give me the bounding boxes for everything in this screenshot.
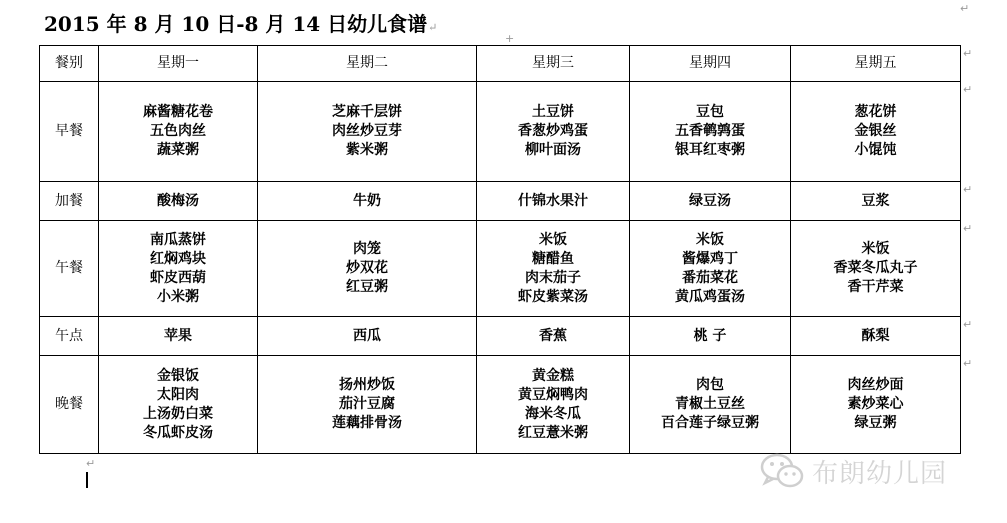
dish-item: 茄汁豆腐 — [339, 396, 395, 412]
meal-label-cell: 加餐 — [40, 182, 99, 221]
dish-item: 葱花饼 — [854, 104, 897, 120]
dish-item: 小馄饨 — [854, 142, 897, 158]
dish-item: 金银丝 — [854, 123, 897, 139]
dish-item: 上汤奶白菜 — [143, 405, 213, 422]
meal-row — [40, 82, 961, 182]
dish-item: 香干芹菜 — [847, 279, 904, 295]
dish-item: 黄金糕 — [532, 367, 574, 384]
dish-cell — [258, 317, 477, 356]
header-row — [40, 46, 961, 82]
dish-item: 海米冬瓜 — [525, 405, 581, 422]
dish-cell — [477, 221, 630, 317]
header-day-cell: 星期三 — [477, 46, 630, 82]
dish-item: 青椒土豆丝 — [675, 396, 745, 412]
dish-cell — [99, 356, 258, 454]
paragraph-mark: ↵ — [428, 21, 438, 34]
dish-item: 素炒菜心 — [847, 396, 904, 412]
dish-item: 苹果 — [164, 327, 192, 344]
dish-item: 炒双花 — [346, 260, 388, 276]
dish-item: 红豆薏米粥 — [518, 424, 588, 441]
dish-cell — [477, 82, 630, 182]
meal-row — [40, 182, 961, 221]
dish-cell — [477, 356, 630, 454]
dish-item: 糖醋鱼 — [532, 250, 574, 267]
dish-cell — [630, 221, 791, 317]
meal-row — [40, 221, 961, 317]
dish-cell — [630, 82, 791, 182]
dish-item: 莲藕排骨汤 — [332, 415, 402, 431]
dish-cell — [99, 221, 258, 317]
dish-cell — [791, 182, 961, 221]
dish-cell — [258, 182, 477, 221]
header-day-cell: 星期四 — [630, 46, 791, 82]
dish-item: 南瓜蒸饼 — [150, 231, 206, 248]
dish-cell — [630, 182, 791, 221]
dish-item: 米饭 — [696, 231, 724, 248]
dish-cell — [258, 356, 477, 454]
dish-item: 香葱炒鸡蛋 — [518, 123, 588, 139]
dish-item: 小米粥 — [157, 288, 199, 305]
dish-item: 太阳肉 — [157, 386, 199, 403]
dish-item: 酥梨 — [861, 327, 890, 344]
dish-item: 肉末茄子 — [525, 269, 581, 286]
dish-item: 香菜冬瓜丸子 — [833, 260, 918, 276]
dish-item: 扬州炒饭 — [339, 377, 395, 393]
dish-cell — [99, 82, 258, 182]
row-end-mark: ↵ — [963, 83, 973, 96]
header-meal-cell: 餐别 — [40, 46, 99, 82]
header-day-cell: 星期一 — [99, 46, 258, 82]
header-day-cell: 星期二 — [258, 46, 477, 82]
dish-item: 什锦水果汁 — [518, 192, 588, 209]
dish-item: 番茄菜花 — [682, 269, 738, 286]
dish-item: 虾皮西葫 — [150, 269, 206, 286]
dish-cell — [258, 221, 477, 317]
dish-cell — [791, 82, 961, 182]
dish-item: 米饭 — [539, 231, 567, 248]
row-end-mark: ↵ — [963, 318, 973, 331]
watermark-text: 布朗幼儿园 — [812, 458, 948, 489]
dish-cell — [99, 182, 258, 221]
dish-cell — [791, 221, 961, 317]
dish-item: 柳叶面汤 — [525, 142, 581, 158]
dish-item: 肉笼 — [353, 241, 381, 257]
dish-item: 金银饭 — [157, 367, 199, 384]
dish-cell — [791, 356, 961, 454]
dish-item: 肉丝炒豆芽 — [332, 123, 402, 139]
header-day-cell: 星期五 — [791, 46, 961, 82]
dish-item: 土豆饼 — [532, 104, 574, 120]
dish-item: 肉包 — [696, 377, 724, 393]
dish-item: 黄豆焖鸭肉 — [518, 386, 588, 403]
dish-item: 银耳红枣粥 — [675, 142, 745, 158]
dish-cell — [791, 317, 961, 356]
meal-label-cell: 早餐 — [40, 82, 99, 182]
dish-item: 肉丝炒面 — [847, 377, 904, 393]
dish-item: 牛奶 — [353, 192, 381, 209]
meal-row — [40, 356, 961, 454]
menu-table — [39, 45, 961, 454]
dish-item: 冬瓜虾皮汤 — [143, 424, 213, 441]
dish-item: 红焖鸡块 — [150, 250, 206, 267]
dish-item: 酱爆鸡丁 — [682, 250, 738, 267]
dish-item: 米饭 — [861, 241, 890, 257]
dish-cell — [477, 182, 630, 221]
meal-label-cell: 晚餐 — [40, 356, 99, 454]
table-move-handle-mark: + — [505, 32, 515, 45]
row-end-mark: ↵ — [963, 47, 973, 60]
row-end-mark: ↵ — [963, 183, 973, 196]
dish-cell — [630, 356, 791, 454]
dish-item: 豆浆 — [861, 192, 890, 209]
dish-item: 绿豆粥 — [854, 415, 897, 431]
row-end-mark: ↵ — [963, 222, 973, 235]
meal-label-cell: 午点 — [40, 317, 99, 356]
dish-cell — [99, 317, 258, 356]
dish-cell — [258, 82, 477, 182]
dish-item: 酸梅汤 — [157, 192, 199, 209]
dish-item: 桃 子 — [693, 327, 727, 344]
text-cursor — [86, 472, 88, 488]
dish-item: 西瓜 — [353, 327, 381, 344]
dish-item: 红豆粥 — [346, 279, 388, 295]
dish-item: 虾皮紫菜汤 — [518, 288, 588, 305]
dish-item: 五香鹌鹑蛋 — [675, 123, 745, 139]
dish-item: 芝麻千层饼 — [332, 104, 402, 120]
dish-item: 绿豆汤 — [689, 192, 731, 209]
dish-cell — [630, 317, 791, 356]
dish-item: 黄瓜鸡蛋汤 — [675, 288, 745, 305]
dish-item: 紫米粥 — [346, 142, 388, 158]
dish-item: 麻酱糖花卷 — [143, 104, 213, 120]
dish-item: 蔬菜粥 — [157, 142, 199, 158]
dish-item: 豆包 — [696, 104, 724, 120]
paragraph-mark: ↵ — [86, 457, 96, 470]
row-end-mark: ↵ — [963, 357, 973, 370]
dish-item: 香蕉 — [539, 327, 567, 344]
document-title — [44, 8, 437, 37]
paragraph-mark: ↵ — [960, 2, 970, 15]
meal-label-cell: 午餐 — [40, 221, 99, 317]
dish-cell — [477, 317, 630, 356]
meal-row — [40, 317, 961, 356]
document-title-text: 2015 年 8 月 10 日-8 月 14 日幼儿食谱 — [44, 12, 428, 36]
watermark — [760, 452, 947, 490]
dish-item: 五色肉丝 — [150, 123, 206, 139]
dish-item: 百合莲子绿豆粥 — [661, 415, 759, 431]
wechat-icon — [760, 452, 804, 490]
